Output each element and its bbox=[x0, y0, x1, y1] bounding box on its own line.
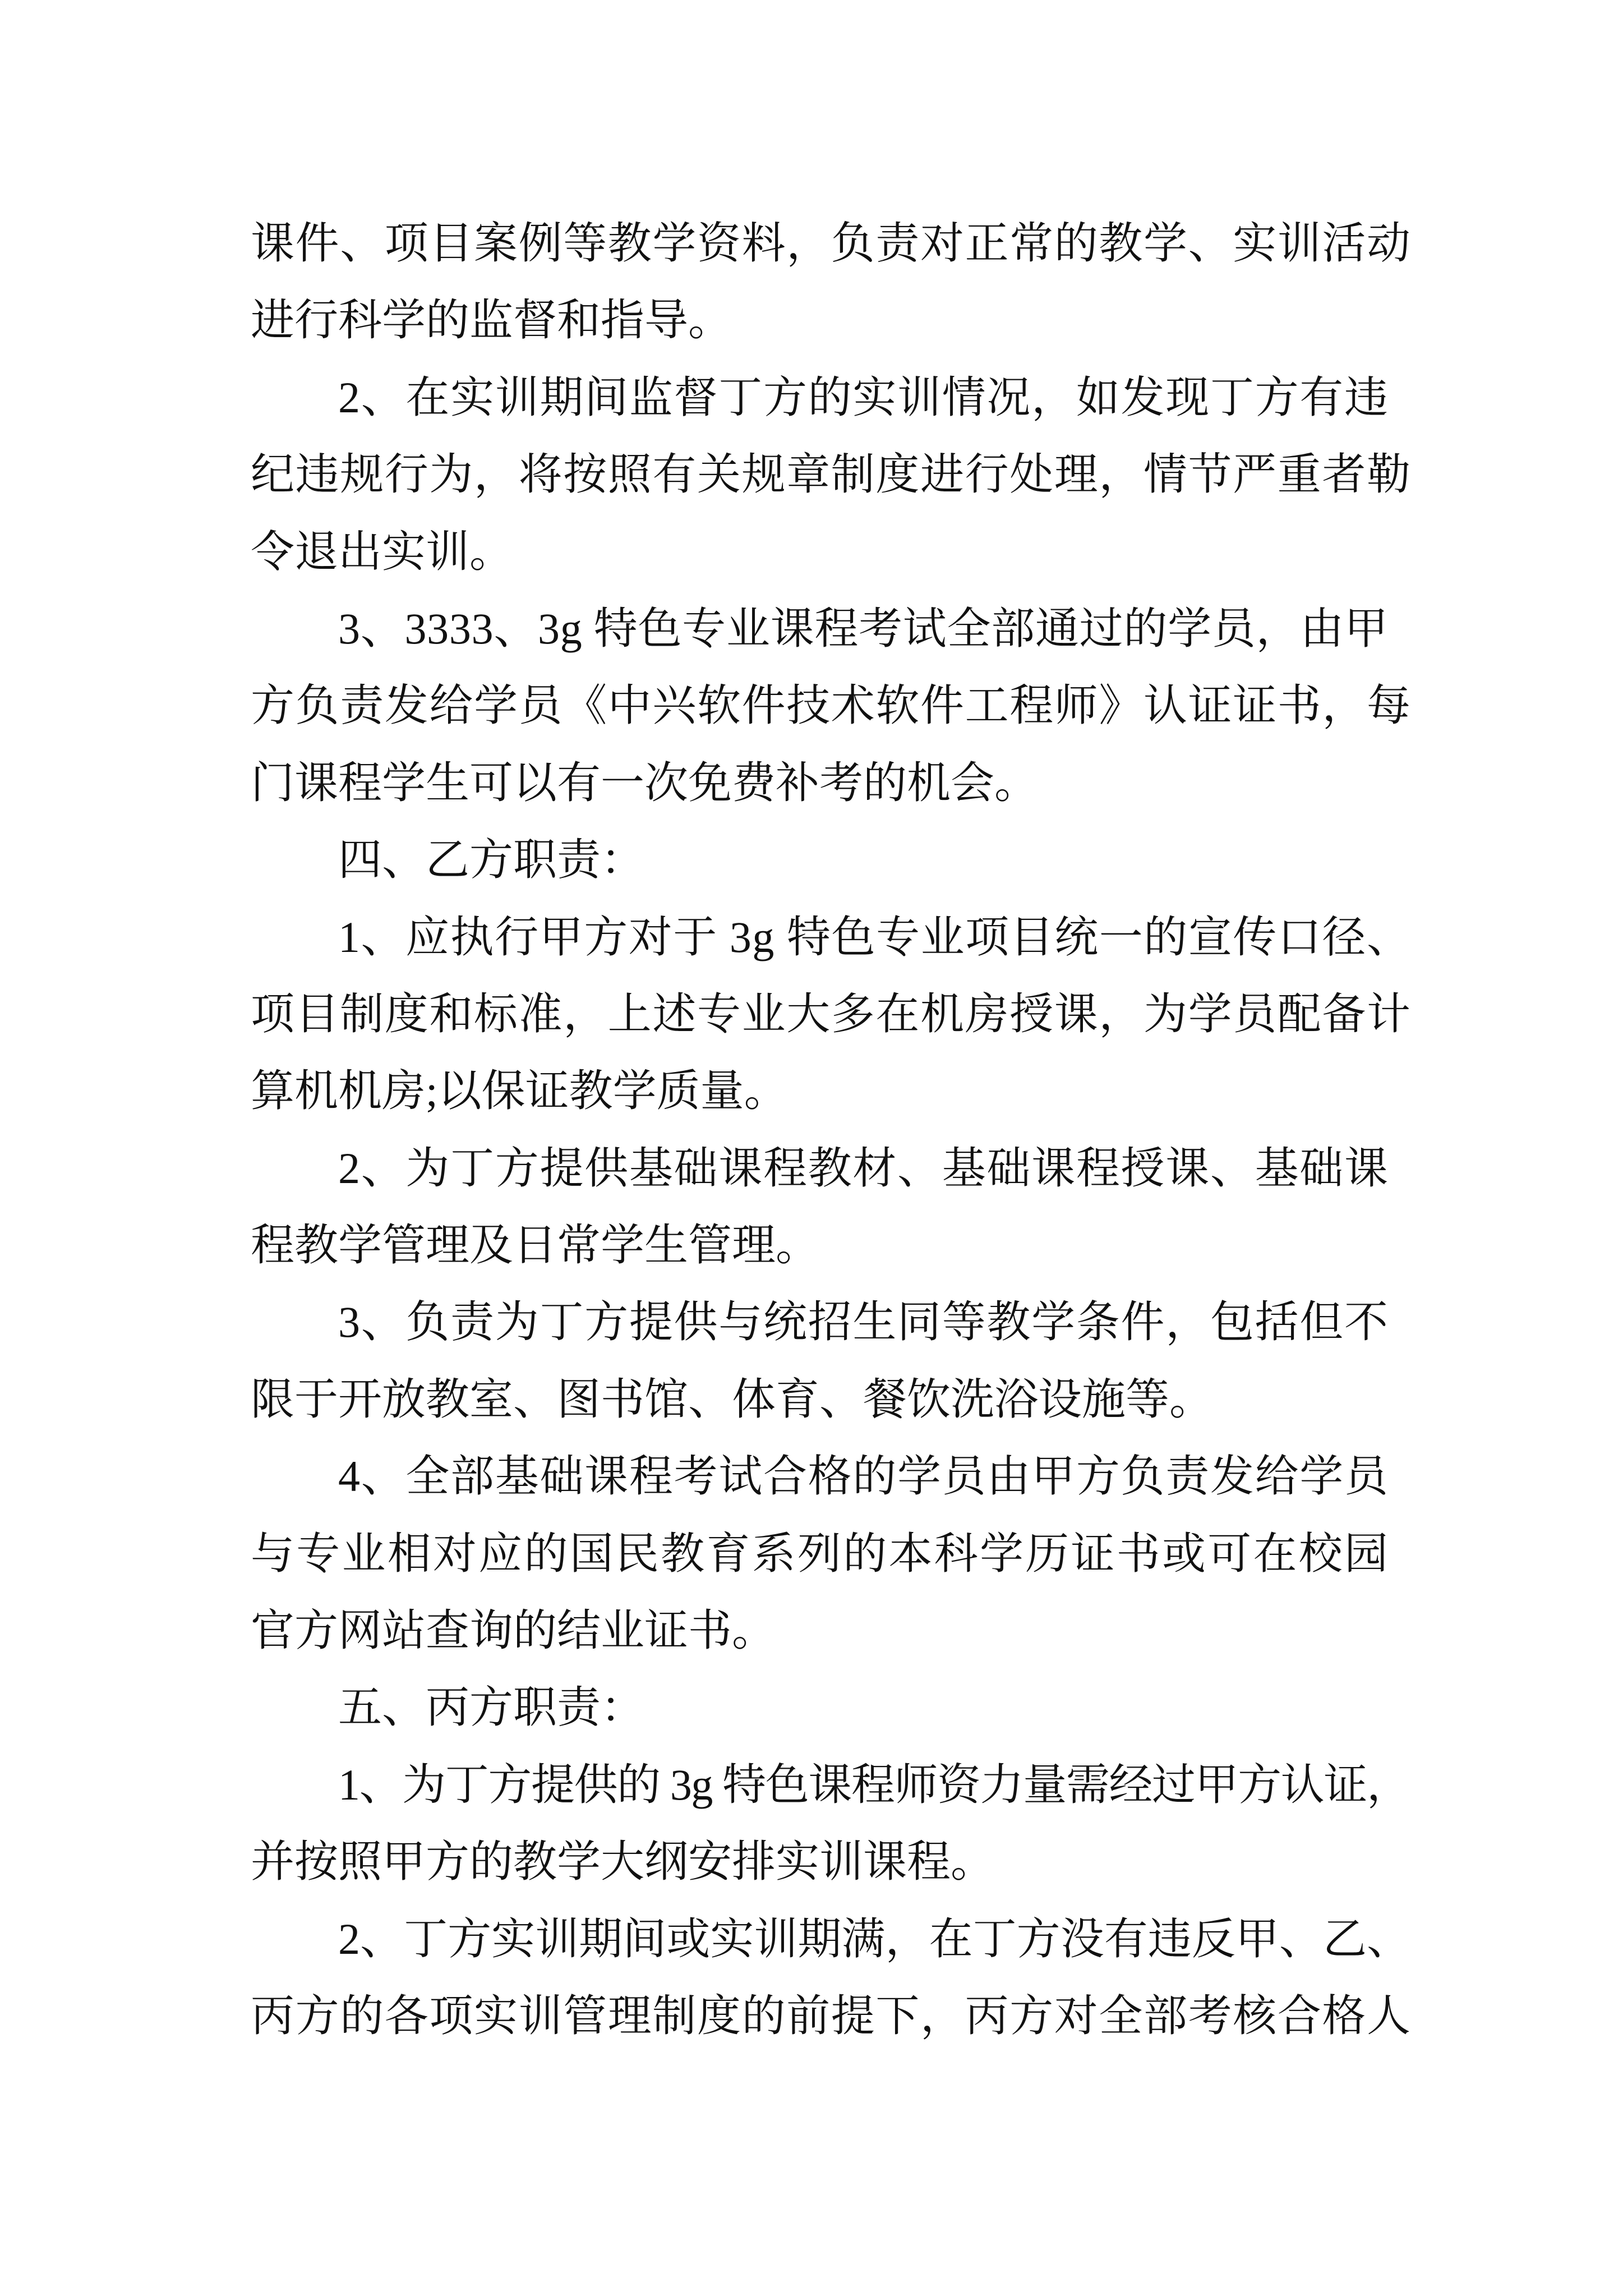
text-line: 2、在实训期间监督丁方的实训情况，如发现丁方有违 bbox=[338, 372, 1389, 422]
text-line: 3、3333、3g 特色专业课程考试全部通过的学员，由甲 bbox=[338, 604, 1389, 653]
text-line: 门课程学生可以有一次免费补考的机会。 bbox=[251, 758, 1039, 807]
text-line: 与专业相对应的国民教育系列的本科学历证书或可在校园 bbox=[251, 1529, 1390, 1578]
paragraph bbox=[251, 1283, 1388, 1438]
text-line: 2、为丁方提供基础课程教材、基础课程授课、基础课 bbox=[338, 1143, 1389, 1193]
paragraph bbox=[251, 1901, 1412, 2055]
text-line: 课件、项目案例等教学资料，负责对正常的教学、实训活动 bbox=[251, 219, 1412, 268]
paragraph-continued bbox=[251, 205, 1412, 359]
text-line: 纪违规行为，将按照有关规章制度进行处理，情节严重者勒 bbox=[251, 450, 1412, 499]
text-line: 方负责发给学员《中兴软件技术软件工程师》认证证书，每 bbox=[251, 681, 1412, 730]
text-line: 1、为丁方提供的 3g 特色课程师资力量需经过甲方认证， bbox=[338, 1760, 1410, 1809]
document-body bbox=[251, 205, 1412, 2054]
text-line: 官方网站查询的结业证书。 bbox=[251, 1606, 776, 1655]
paragraph bbox=[251, 1130, 1388, 1284]
paragraph bbox=[251, 590, 1412, 821]
paragraph bbox=[251, 359, 1412, 590]
text-line: 4、全部基础课程考试合格的学员由甲方负责发给学员 bbox=[338, 1452, 1389, 1501]
text-line: 3、负责为丁方提供与统招生同等教学条件，包括但不 bbox=[338, 1297, 1389, 1347]
text-line: 丙方的各项实训管理制度的前提下，丙方对全部考核合格人 bbox=[251, 1991, 1412, 2040]
section-heading bbox=[251, 1669, 1388, 1746]
section-heading-text: 四、乙方职责： bbox=[338, 835, 645, 885]
section-heading bbox=[251, 821, 1388, 898]
text-line: 程教学管理及日常学生管理。 bbox=[251, 1221, 820, 1270]
text-line: 算机机房;以保证教学质量。 bbox=[251, 1066, 788, 1116]
text-line: 2、丁方实训期间或实训期满，在丁方没有违反甲、乙、 bbox=[338, 1914, 1411, 1963]
paragraph bbox=[251, 1438, 1388, 1669]
text-line: 1、应执行甲方对于 3g 特色专业项目统一的宣传口径、 bbox=[338, 912, 1412, 961]
paragraph bbox=[251, 1746, 1410, 1901]
text-line: 并按照甲方的教学大纲安排实训课程。 bbox=[251, 1837, 995, 1887]
text-line: 项目制度和标准，上述专业大多在机房授课，为学员配备计 bbox=[251, 989, 1412, 1038]
text-line: 限于开放教室、图书馆、体育、餐饮洗浴设施等。 bbox=[251, 1374, 1214, 1424]
paragraph bbox=[251, 899, 1412, 1130]
text-line: 令退出实训。 bbox=[251, 527, 514, 576]
text-line: 进行科学的监督和指导。 bbox=[251, 296, 732, 345]
section-heading-text: 五、丙方职责： bbox=[338, 1683, 645, 1732]
